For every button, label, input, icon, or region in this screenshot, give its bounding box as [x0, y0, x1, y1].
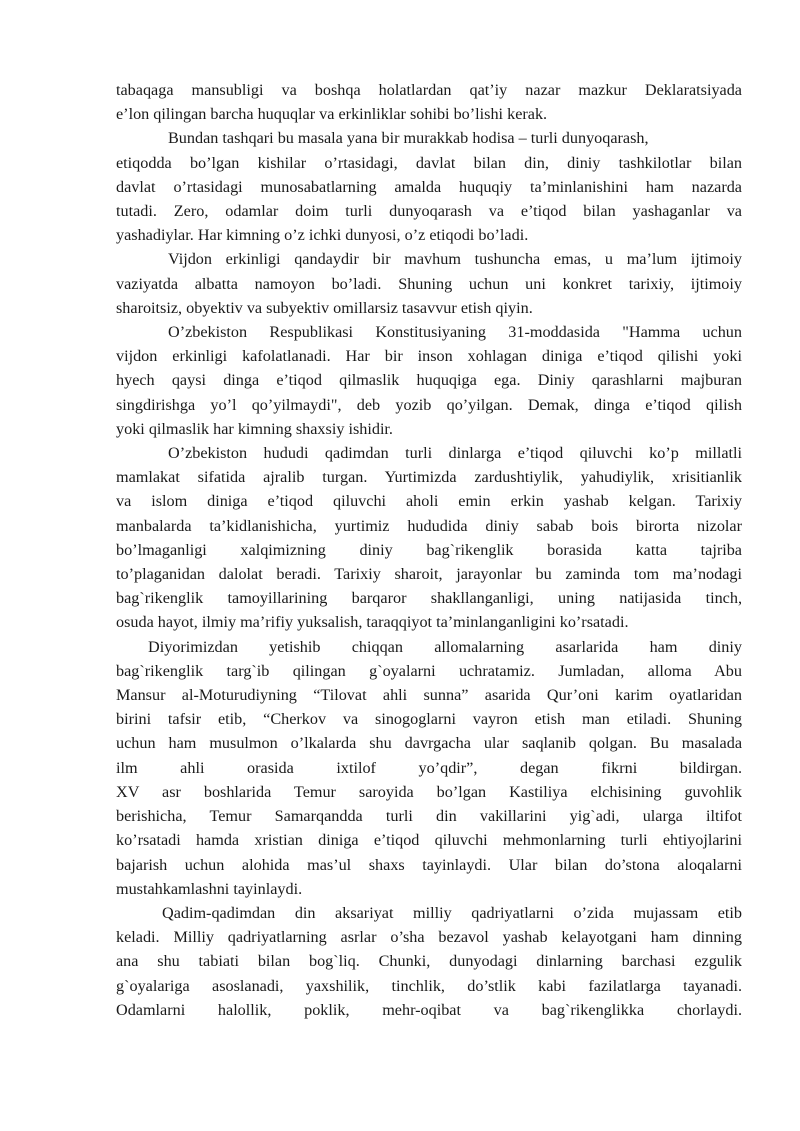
text-line: to’plaganidan dalolat beradi. Tarixiy sharoit, jarayonlar bu zaminda tom ma’nodagi: [116, 565, 742, 584]
text-line: bag`rikenglik tamoyillarining barqaror shakllanganligi, uning natijasida tinch,: [116, 589, 742, 608]
text-line: singdirishga yo’l qo’yilmaydi", deb yozib qo’yilgan. Demak, dinga e’tiqod qilish: [116, 395, 742, 414]
text-line: ko’rsatadi hamda xristian diniga e’tiqod qiluvchi mehmonlarning turli ehtiyojlarini: [116, 831, 742, 850]
text-line: osuda hayot, ilmiy ma’rifiy yuksalish, taraqqiyot ta’minlanganligini ko’rsatadi.: [116, 613, 629, 632]
text-line: e’lon qilingan barcha huquqlar va erkinliklar sohibi bo’lishi kerak.: [116, 105, 548, 124]
text-line: berishicha, Temur Samarqandda turli din vakillarini yig`adi, ularga iltifot: [116, 807, 742, 826]
text-line: tutadi. Zero, odamlar doim turli dunyoqarash va e’tiqod bilan yashaganlar va: [116, 202, 742, 221]
text-line: O’zbekiston hududi qadimdan turli dinlarga e’tiqod qiluvchi ko’p millatli: [168, 444, 742, 463]
text-line: ilm ahli orasida ixtilof yo’qdir”, degan fikrni bildirgan.: [116, 758, 742, 777]
text-line: mustahkamlashni tayinlaydi.: [116, 879, 303, 898]
text-line: va islom diniga e’tiqod qiluvchi aholi emin erkin yashab kelgan. Tarixiy: [116, 492, 742, 511]
text-line: Bundan tashqari bu masala yana bir murakkab hodisa – turli dunyoqarash,: [168, 129, 649, 148]
text-line: birini tafsir etib, “Cherkov va sinogoglarni vayron etish man etiladi. Shuning: [116, 710, 742, 729]
text-line: Mansur al-Moturudiyning “Tilovat ahli sunna” asarida Qur’oni karim oyatlaridan: [116, 686, 742, 705]
text-line: uchun ham musulmon o’lkalarda shu davrgacha ular saqlanib qolgan. Bu masalada: [116, 734, 742, 753]
text-line: vaziyatda albatta namoyon bo’ladi. Shuning uchun uni konkret tarixiy, ijtimoiy: [116, 274, 742, 293]
text-line: ana shu tabiati bilan bog`liq. Chunki, dunyodagi dinlarning barchasi ezgulik: [116, 952, 742, 971]
text-line: hyech qaysi dinga e’tiqod qilmaslik huquqiga ega. Diniy qarashlarni majburan: [116, 371, 742, 390]
text-line: etiqodda bo’lgan kishilar o’rtasidagi, davlat bilan din, diniy tashkilotlar bilan: [116, 153, 742, 172]
text-line: Diyorimizdan yetishib chiqqan allomalarning asarlarida ham diniy: [148, 637, 742, 656]
text-line: Odamlarni halollik, poklik, mehr-oqibat va bag`rikenglikka chorlaydi.: [116, 1000, 742, 1019]
text-line: g`oyalariga asoslanadi, yaxshilik, tinchlik, do’stlik kabi fazilatlarga tayanadi.: [116, 976, 742, 995]
text-line: sharoitsiz, obyektiv va subyektiv omillarsiz tasavvur etish qiyin.: [116, 298, 533, 317]
text-line: manbalarda ta’kidlanishicha, yurtimiz hududida diniy sabab bois birorta nizolar: [116, 516, 742, 535]
text-line: bag`rikenglik targ`ib qilingan g`oyalarni uchratamiz. Jumladan, alloma Abu: [116, 661, 742, 680]
document-page: [116, 78, 742, 1022]
text-line: bo’lmaganligi xalqimizning diniy bag`rikenglik borasida katta tajriba: [116, 540, 742, 559]
text-line: bajarish uchun alohida mas’ul shaxs tayinlaydi. Ular bilan do’stona aloqalarni: [116, 855, 742, 874]
text-line: Vijdon erkinligi qandaydir bir mavhum tushuncha emas, u ma’lum ijtimoiy: [168, 250, 742, 269]
text-line: davlat o’rtasidagi munosabatlarning amalda huquqiy ta’minlanishini ham nazarda: [116, 177, 742, 196]
text-line: yoki qilmaslik har kimning shaxsiy ishidir.: [116, 419, 393, 438]
text-line: XV asr boshlarida Temur saroyida bo’lgan Kastiliya elchisining guvohlik: [116, 782, 742, 801]
text-line: vijdon erkinligi kafolatlanadi. Har bir inson xohlagan diniga e’tiqod qilishi yoki: [116, 347, 742, 366]
text-line: Qadim-qadimdan din aksariyat milliy qadriyatlarni o’zida mujassam etib: [162, 903, 742, 922]
text-line: tabaqaga mansubligi va boshqa holatlardan qat’iy nazar mazkur Deklaratsiyada: [116, 81, 742, 99]
text-line: mamlakat sifatida ajralib turgan. Yurtimizda zardushtiylik, yahudiylik, xrisitianlik: [116, 468, 742, 487]
text-line: yashadiylar. Har kimning o’z ichki dunyosi, o’z etiqodi bo’ladi.: [116, 226, 529, 245]
text-line: O’zbekiston Respublikasi Konstitusiyaning 31-moddasida "Hamma uchun: [168, 323, 742, 342]
text-line: keladi. Milliy qadriyatlarning asrlar o’sha bezavol yashab kelayotgani ham dinning: [116, 928, 742, 947]
